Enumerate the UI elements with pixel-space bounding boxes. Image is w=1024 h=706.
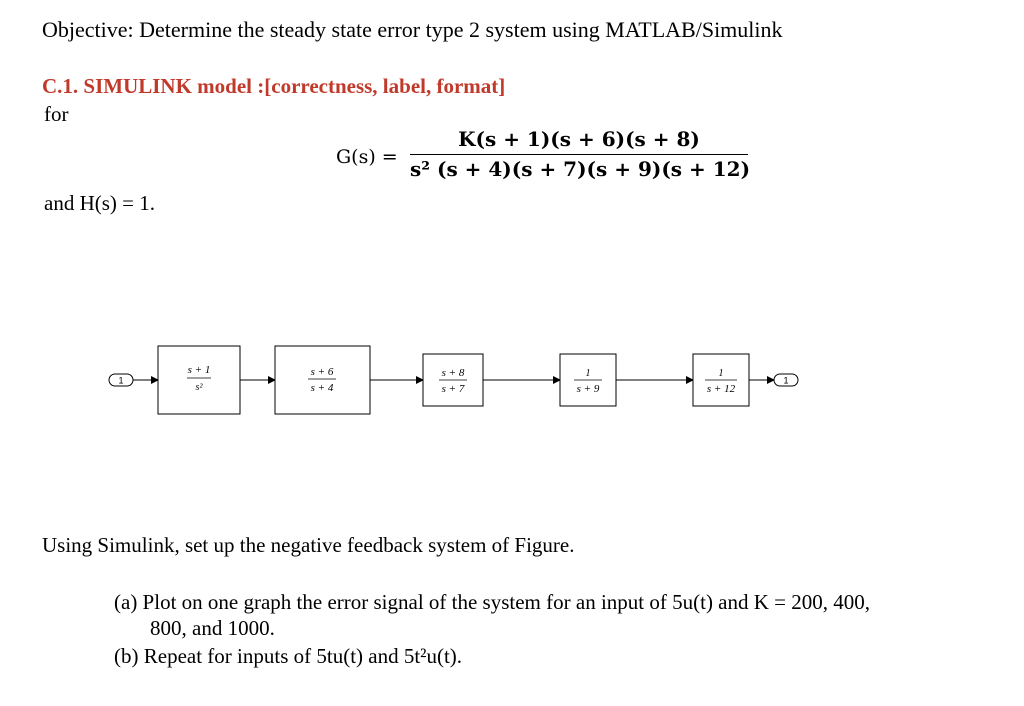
- tf-block-5-num: 1: [718, 368, 724, 379]
- part-a-line1: (a) Plot on one graph the error signal of the system for an input of 5u(t) and K = 200, 400,: [114, 590, 871, 614]
- tf-block-5[interactable]: [693, 354, 749, 406]
- tf-block-3[interactable]: [423, 354, 483, 406]
- part-a: [114, 589, 1004, 641]
- tf-block-1[interactable]: [158, 346, 240, 414]
- simulink-diagram: [105, 340, 805, 420]
- tf-block-4-num: 1: [585, 368, 591, 379]
- tf-block-3-den: s + 7: [441, 383, 465, 395]
- for-text: for: [44, 102, 69, 126]
- tf-block-2-num: s + 6: [310, 366, 334, 378]
- part-a-line2: 800, and 1000.: [150, 616, 275, 640]
- tf-block-3-num: s + 8: [441, 367, 465, 379]
- tf-block-1-den: s²: [195, 382, 203, 393]
- inport-label: 1: [118, 375, 124, 386]
- tf-block-1-num: s + 1: [187, 364, 211, 376]
- instruction-text: Using Simulink, set up the negative feedback system of Figure.: [42, 533, 575, 557]
- h-equation: and H(s) = 1.: [44, 191, 155, 215]
- transfer-numerator: K(s + 1)(s + 6)(s + 8): [458, 127, 700, 151]
- objective-text: Objective: Determine the steady state error type 2 system using MATLAB/Simulink: [42, 17, 783, 42]
- section-heading: C.1. SIMULINK model :[correctness, label, format]: [42, 74, 506, 98]
- tf-block-5-den: s + 12: [706, 383, 736, 395]
- part-b: (b) Repeat for inputs of 5tu(t) and 5t²u(t).: [114, 644, 463, 668]
- tf-block-4[interactable]: [560, 354, 616, 406]
- inport-block[interactable]: [109, 374, 133, 386]
- tf-block-2-den: s + 4: [310, 382, 334, 394]
- tf-block-4-den: s + 9: [576, 383, 600, 395]
- transfer-fraction: [410, 127, 751, 181]
- outport-label: 1: [783, 375, 789, 386]
- transfer-lhs: G(s) =: [336, 146, 398, 168]
- outport-block[interactable]: [774, 374, 798, 386]
- transfer-denominator: s² (s + 4)(s + 7)(s + 9)(s + 12): [410, 157, 751, 181]
- tf-block-2[interactable]: [275, 346, 370, 414]
